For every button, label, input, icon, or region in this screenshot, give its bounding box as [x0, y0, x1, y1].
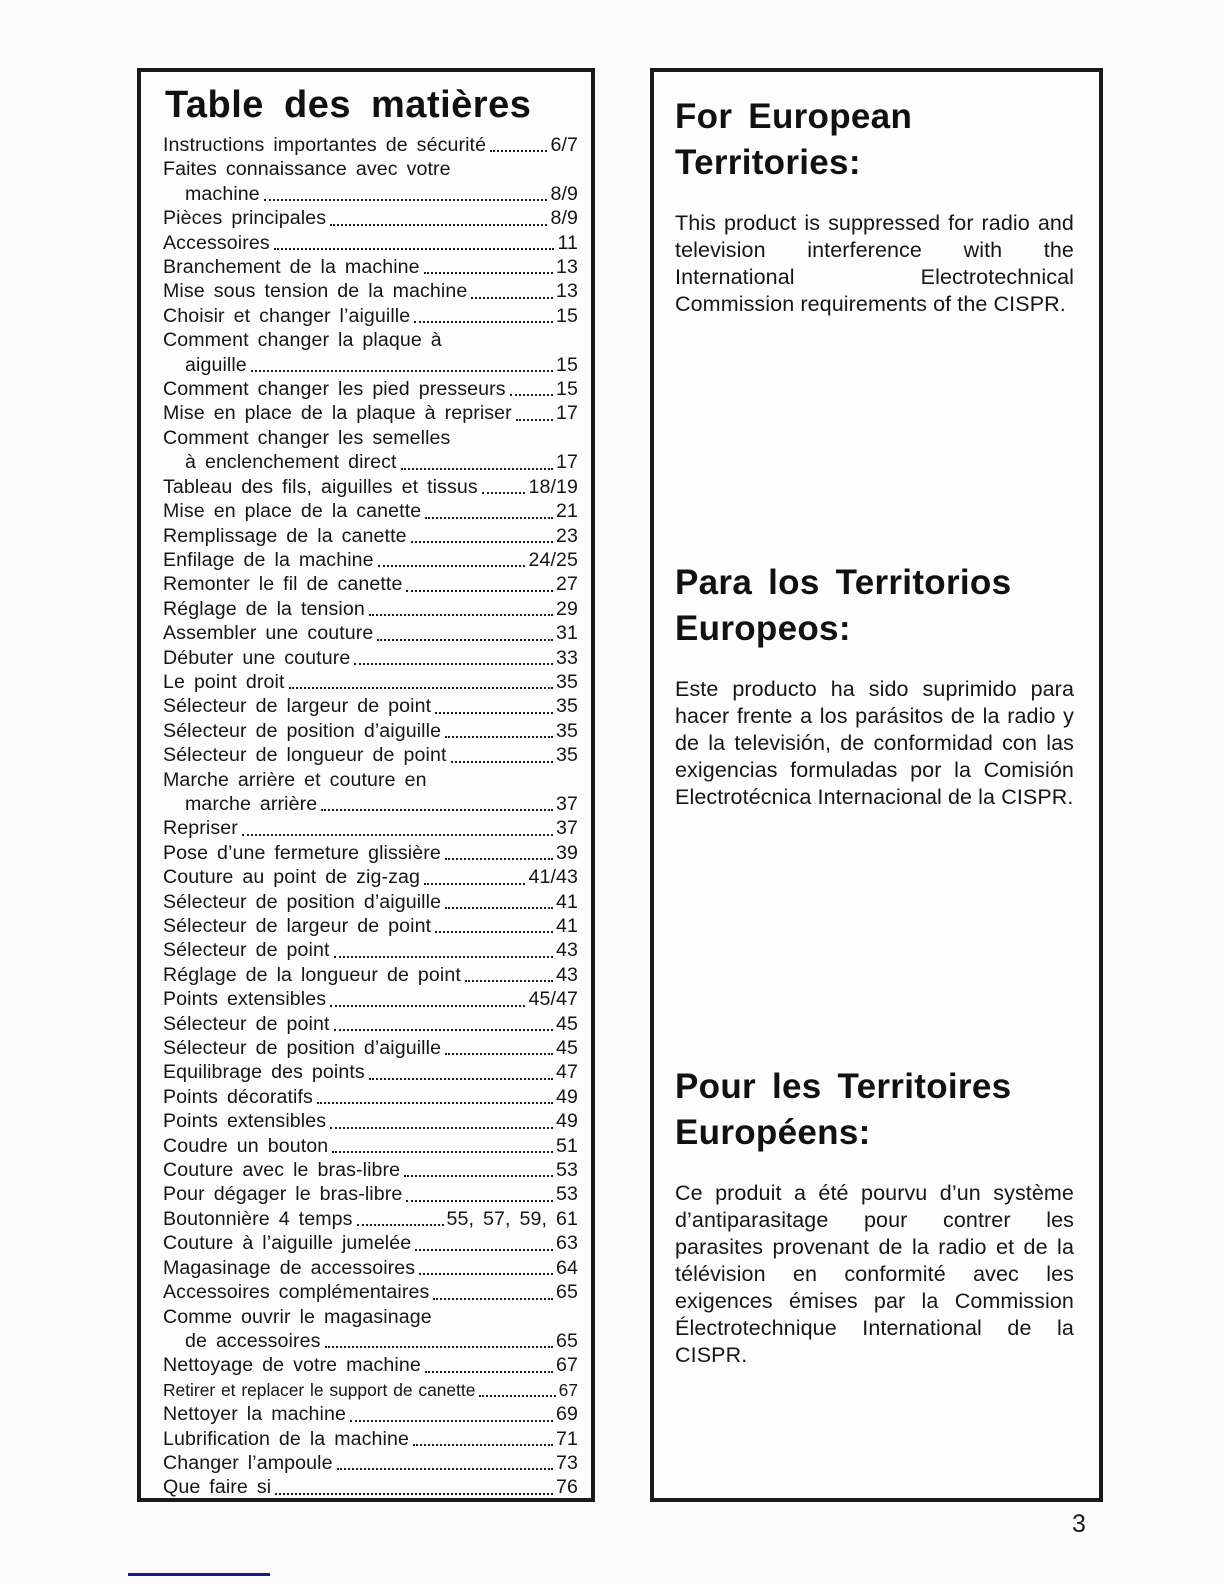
toc-page-number: 13 [556, 280, 578, 303]
toc-entry [163, 597, 578, 621]
notice-section [675, 94, 1074, 318]
toc-entry-label: Couture avec le bras-libre [163, 1159, 401, 1182]
toc-leader-dots [369, 1078, 553, 1080]
toc-entry [163, 450, 578, 474]
notice-title: Pour les Territoires Européens: [675, 1067, 1012, 1152]
toc-page-number: 55, 57, 59, 61 [446, 1207, 578, 1230]
toc-entry [163, 499, 578, 523]
toc-leader-dots [406, 590, 553, 592]
toc-entry [163, 548, 578, 572]
toc-leader-dots [435, 931, 553, 933]
toc-leader-dots [411, 541, 553, 543]
toc-entry [163, 157, 578, 181]
toc-entry [163, 572, 578, 596]
toc-entry-label: Réglage de la longueur de point [163, 963, 461, 986]
toc-entry [163, 670, 578, 694]
toc-entry-label: Sélecteur de largeur de point [163, 915, 432, 937]
toc-entry [163, 426, 578, 450]
toc-entry [163, 255, 578, 279]
toc-page-number: 53 [556, 1159, 578, 1182]
toc-page-number: 23 [556, 524, 578, 547]
toc-page-number: 17 [556, 451, 578, 474]
toc-entry-label: Accessoires complémentaires [163, 1281, 430, 1304]
footer-underline [128, 1573, 270, 1576]
toc-page-number: 13 [556, 256, 578, 279]
toc-entry-label: Sélecteur de position d’aiguille [163, 719, 442, 742]
toc-entry [163, 963, 578, 987]
toc-page-number: 73 [556, 1451, 578, 1474]
toc-entry-label: Mise en place de la plaque à repriser [163, 402, 512, 425]
toc-leader-dots [419, 1273, 553, 1275]
toc-entry-label: de accessoires [185, 1329, 321, 1352]
toc-page-number: 35 [556, 719, 578, 742]
toc-entry-label: Marche arrière et couture en [163, 768, 427, 791]
toc-page-number: 45 [556, 1037, 578, 1060]
toc-entry-label: marche arrière [185, 792, 318, 815]
toc-leader-dots [479, 1395, 555, 1397]
toc-entry-label: Pièces principales [163, 207, 327, 230]
toc-page-number: 41/43 [528, 866, 578, 889]
toc-entry [163, 401, 578, 425]
toc-entry [163, 1012, 578, 1036]
toc-entry-label: Coudre un bouton [163, 1134, 329, 1157]
toc-page-number: 15 [556, 378, 578, 401]
toc-page-number: 11 [557, 231, 578, 254]
toc-leader-dots [377, 639, 553, 641]
toc-leader-dots [424, 272, 553, 274]
toc-entry-label: Remonter le fil de canette [163, 573, 403, 596]
toc-entry [163, 719, 578, 743]
toc-page-number: 45/47 [528, 988, 578, 1011]
notices-box [650, 68, 1103, 1502]
notice-title: Para los Territorios Europeos: [675, 563, 1012, 648]
toc-entry [163, 304, 578, 328]
toc-entry [163, 1353, 578, 1377]
toc-leader-dots [445, 907, 553, 909]
toc-entry [163, 1085, 578, 1109]
toc-page-number: 17 [556, 402, 578, 425]
toc-entry [163, 1109, 578, 1133]
toc-entry-label: Magasinage de accessoires [163, 1256, 416, 1279]
notice-title: For European Territories: [675, 97, 913, 182]
toc-leader-dots [354, 663, 553, 665]
toc-entry-label: Sélecteur de position d’aiguille [163, 890, 442, 913]
toc-entry-label: Sélecteur de position d’aiguille [163, 1037, 442, 1060]
toc-entry-label: Equilibrage des points [163, 1061, 365, 1084]
toc-entry [163, 987, 578, 1011]
toc-page-number: 39 [556, 841, 578, 864]
toc-leader-dots [275, 1493, 553, 1495]
toc-leader-dots [330, 1005, 525, 1007]
toc-entry-label: Boutonnière 4 temps [163, 1207, 353, 1230]
toc-entry [163, 1280, 578, 1304]
toc-leader-dots [334, 1029, 553, 1031]
toc-page-number: 21 [556, 500, 578, 523]
toc-entry [163, 1134, 578, 1158]
toc-page-number: 41 [556, 915, 578, 937]
toc-entry-label: Lubrification de la machine [163, 1427, 409, 1450]
toc-entry-label: Mise en place de la canette [163, 500, 422, 523]
toc-entry [163, 475, 578, 499]
toc-entry [163, 841, 578, 865]
toc-entry-label: Accessoires [163, 231, 270, 254]
toc-entry [163, 621, 578, 645]
toc-leader-dots [404, 1175, 553, 1177]
toc-entry-label: Instructions importantes de sécurité [163, 134, 487, 156]
toc-leader-dots [289, 687, 554, 689]
toc-entry-label: Changer l’ampoule [163, 1451, 333, 1474]
toc-list [163, 133, 578, 1500]
toc-page-number: 24/25 [528, 548, 578, 571]
toc-page-number: 41 [556, 890, 578, 913]
toc-entry-label: Comment changer les semelles [163, 426, 451, 449]
toc-leader-dots [325, 1346, 554, 1348]
toc-entry-label: aiguille [185, 353, 247, 376]
toc-entry [163, 865, 578, 889]
toc-leader-dots [332, 1151, 553, 1153]
toc-leader-dots [445, 1053, 553, 1055]
toc-entry-label: Pour dégager le bras-libre [163, 1183, 403, 1206]
toc-page-number: 37 [556, 792, 578, 815]
toc-entry [163, 1060, 578, 1084]
toc-entry [163, 1451, 578, 1475]
toc-entry [163, 646, 578, 670]
toc-entry-label: Sélecteur de largeur de point [163, 695, 432, 718]
toc-entry-label: Faites connaissance avec votre [163, 158, 451, 181]
toc-entry [163, 231, 578, 255]
toc-entry-label: Tableau des fils, aiguilles et tissus [163, 475, 478, 498]
toc-page-number: 43 [556, 939, 578, 962]
toc-entry [163, 353, 578, 377]
toc-leader-dots [415, 1249, 553, 1251]
toc-entry-label: Retirer et replacer le support de canette [163, 1379, 476, 1400]
toc-entry-label: à enclenchement direct [185, 451, 397, 474]
toc-entry-label: Comment changer la plaque à [163, 329, 442, 352]
notice-section [675, 560, 1074, 811]
toc-page-number: 76 [556, 1476, 578, 1499]
toc-leader-dots [445, 736, 553, 738]
toc-entry-label: Réglage de la tension [163, 597, 365, 620]
toc-page-number: 49 [556, 1110, 578, 1133]
toc-leader-dots [321, 809, 553, 811]
toc-page-number: 65 [556, 1329, 578, 1352]
toc-leader-dots [471, 297, 553, 299]
toc-entry-label: Branchement de la machine [163, 256, 420, 279]
toc-entry [163, 938, 578, 962]
toc-entry-label: Remplissage de la canette [163, 524, 407, 547]
toc-leader-dots [516, 419, 553, 421]
page-number: 3 [1072, 1510, 1086, 1538]
toc-entry [163, 1402, 578, 1426]
toc-box [137, 68, 595, 1502]
toc-entry-label: Points extensibles [163, 1110, 327, 1133]
toc-page-number: 35 [556, 744, 578, 767]
toc-page-number: 33 [556, 646, 578, 669]
toc-entry-label: Repriser [163, 817, 238, 840]
toc-entry [163, 792, 578, 816]
toc-entry [163, 1427, 578, 1451]
notice-body: Este producto ha sido suprimido para hacer frente a los parásitos de la radio y de la televisión, de conformidad con las exigencias formuladas por la Comisión Electrotécnica Internacional de la CISPR. [675, 677, 1074, 809]
toc-entry [163, 914, 578, 938]
toc-entry-label: Assembler une couture [163, 622, 374, 645]
toc-leader-dots [425, 1371, 553, 1373]
toc-entry [163, 1182, 578, 1206]
toc-page-number: 37 [556, 817, 578, 840]
toc-page-number: 71 [556, 1427, 578, 1450]
toc-leader-dots [424, 883, 525, 885]
toc-entry [163, 1256, 578, 1280]
toc-leader-dots [251, 370, 553, 372]
toc-page-number: 31 [556, 622, 578, 645]
toc-page-number: 63 [556, 1232, 578, 1255]
toc-leader-dots [414, 321, 553, 323]
toc-entry [163, 1207, 578, 1231]
toc-entry [163, 1378, 578, 1402]
toc-entry-label: Comment changer les pied presseurs [163, 378, 506, 401]
toc-leader-dots [337, 1468, 553, 1470]
toc-entry-label: Nettoyage de votre machine [163, 1354, 421, 1377]
toc-entry [163, 1329, 578, 1353]
toc-leader-dots [334, 956, 553, 958]
toc-leader-dots [264, 199, 548, 201]
toc-page-number: 53 [556, 1183, 578, 1206]
toc-leader-dots [401, 468, 553, 470]
toc-page-number: 15 [556, 353, 578, 376]
toc-leader-dots [510, 394, 553, 396]
toc-entry-label: machine [185, 182, 260, 205]
toc-page-number: 64 [556, 1256, 578, 1279]
toc-leader-dots [435, 712, 553, 714]
toc-entry-label: Couture à l’aiguille jumelée [163, 1232, 412, 1255]
toc-entry [163, 1036, 578, 1060]
toc-entry [163, 890, 578, 914]
toc-entry [163, 1475, 578, 1499]
toc-leader-dots [350, 1420, 553, 1422]
toc-entry-label: Couture au point de zig-zag [163, 866, 421, 889]
toc-leader-dots [330, 224, 547, 226]
toc-entry-label: Choisir et changer l’aiguille [163, 304, 411, 327]
toc-page-number: 67 [556, 1354, 578, 1377]
toc-leader-dots [445, 858, 553, 860]
toc-page-number: 8/9 [550, 182, 578, 205]
toc-leader-dots [413, 1444, 553, 1446]
toc-leader-dots [378, 565, 526, 567]
toc-entry-label: Sélecteur de point [163, 939, 330, 962]
toc-leader-dots [330, 1127, 553, 1129]
toc-page-number: 35 [556, 670, 578, 693]
toc-page-number: 67 [558, 1379, 578, 1400]
toc-entry [163, 743, 578, 767]
toc-entry-label: Sélecteur de point [163, 1012, 330, 1035]
toc-leader-dots [317, 1102, 553, 1104]
toc-entry [163, 1305, 578, 1329]
toc-page-number: 8/9 [550, 207, 578, 230]
toc-leader-dots [433, 1298, 553, 1300]
toc-entry [163, 694, 578, 718]
toc-page-number: 29 [556, 597, 578, 620]
toc-page-number: 51 [556, 1134, 578, 1157]
toc-entry-label: Pose d’une fermeture glissière [163, 841, 441, 864]
notice-body: Ce produit a été pourvu d’un système d’antiparasitage pour contrer les parasites provenant de la radio et de la télévision en conformité avec les exigences émises par la Commission Électrotechnique International de la CISPR. [675, 1181, 1074, 1367]
toc-entry-label: Débuter une couture [163, 646, 351, 669]
toc-leader-dots [357, 1224, 444, 1226]
toc-leader-dots [490, 150, 547, 152]
toc-page-number: 6/7 [550, 134, 578, 156]
toc-leader-dots [425, 517, 553, 519]
notice-body: This product is suppressed for radio and television interference with the International Electrotechnical Commission requirements of the CISPR. [675, 211, 1074, 316]
toc-page-number: 47 [556, 1061, 578, 1084]
toc-entry [163, 816, 578, 840]
toc-entry [163, 206, 578, 230]
toc-page-number: 65 [556, 1281, 578, 1304]
toc-page-number: 18/19 [528, 475, 578, 498]
toc-leader-dots [451, 761, 554, 763]
notice-section [675, 1064, 1074, 1369]
toc-entry [163, 279, 578, 303]
toc-title: Table des matières [165, 84, 532, 126]
toc-entry-label: Comme ouvrir le magasinage [163, 1305, 432, 1328]
toc-entry [163, 133, 578, 157]
toc-entry-label: Points extensibles [163, 988, 327, 1011]
toc-entry [163, 524, 578, 548]
toc-entry-label: Points décoratifs [163, 1085, 313, 1108]
toc-page-number: 69 [556, 1403, 578, 1426]
toc-entry [163, 1158, 578, 1182]
toc-entry-label: Enfilage de la machine [163, 548, 374, 571]
toc-page-number: 27 [556, 573, 578, 596]
toc-entry-label: Mise sous tension de la machine [163, 280, 468, 303]
toc-leader-dots [274, 248, 555, 250]
toc-entry [163, 1231, 578, 1255]
toc-leader-dots [242, 834, 553, 836]
toc-entry [163, 377, 578, 401]
toc-entry [163, 328, 578, 352]
toc-leader-dots [369, 614, 553, 616]
toc-entry-label: Nettoyer la machine [163, 1403, 346, 1426]
toc-entry-label: Le point droit [163, 670, 285, 693]
toc-entry-label: Que faire si [163, 1476, 272, 1499]
toc-page-number: 45 [556, 1012, 578, 1035]
toc-leader-dots [465, 980, 553, 982]
toc-page-number: 49 [556, 1085, 578, 1108]
toc-leader-dots [406, 1200, 553, 1202]
toc-page-number: 35 [556, 695, 578, 718]
toc-entry-label: Sélecteur de longueur de point [163, 744, 447, 767]
toc-entry [163, 768, 578, 792]
toc-page-number: 15 [556, 304, 578, 327]
toc-page-number: 43 [556, 963, 578, 986]
toc-leader-dots [482, 492, 526, 494]
toc-entry [163, 182, 578, 206]
